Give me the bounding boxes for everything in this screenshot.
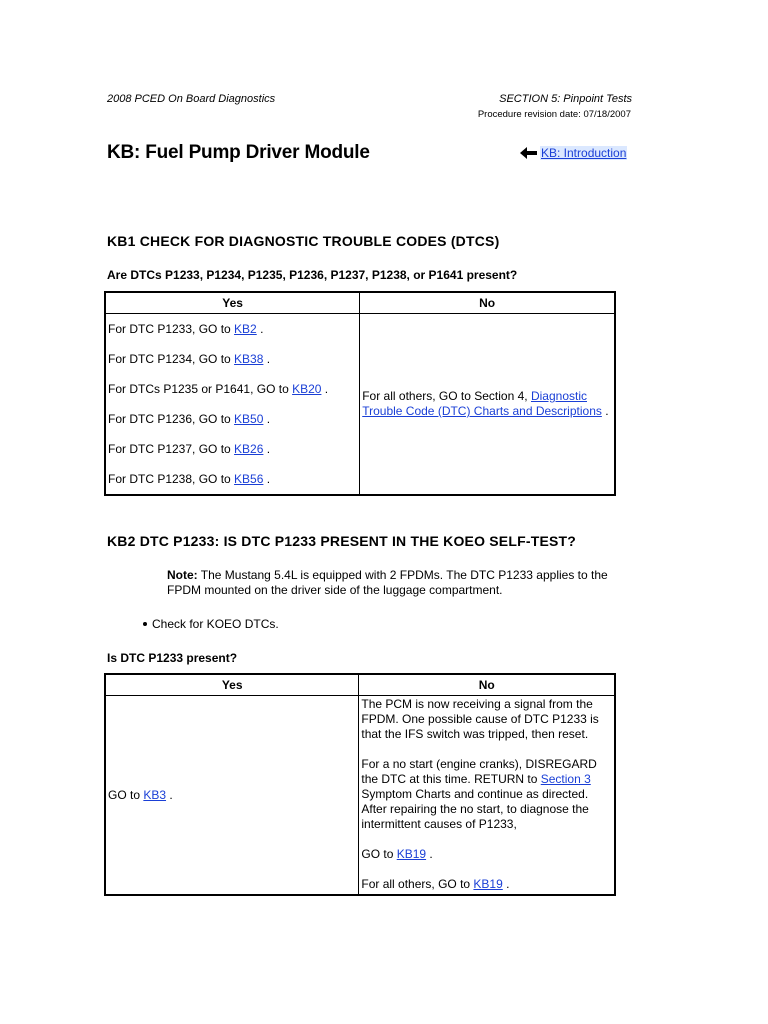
kb-step-link[interactable]: KB50 [234,411,264,426]
page-title: KB: Fuel Pump Driver Module [107,142,370,163]
back-arrow-icon[interactable] [520,146,538,160]
kb1-yes-row: For DTC P1238, GO to KB56 . [108,471,271,486]
kb1-question: Are DTCs P1233, P1234, P1235, P1236, P1237, P1238, or P1641 present? [107,268,518,282]
kb2-no-p4: For all others, GO to KB19 . [361,877,510,891]
kb2-col-no: No [359,674,615,696]
kb-step-link[interactable]: KB26 [234,441,264,456]
kb2-question: Is DTC P1233 present? [107,651,238,665]
intro-nav[interactable] [520,146,627,160]
kb1-yes-row: For DTC P1233, GO to KB2 . [108,321,264,336]
kb19-link[interactable]: KB19 [396,847,427,861]
kb1-yes-row: For DTC P1234, GO to KB38 . [108,351,271,366]
kb2-no-p1: The PCM is now receiving a signal from the FPDM. One possible cause of DTC P1233 is that the IFS switch was tripped, then reset. [361,697,599,741]
kb2-yes-cell: GO to KB3 . [105,696,359,896]
kb2-col-yes: Yes [105,674,359,696]
section3-link[interactable]: Section 3 [540,772,591,786]
kb1-yes-row: For DTCs P1235 or P1641, GO to KB20 . [108,381,329,396]
kb3-link[interactable]: KB3 [143,787,167,802]
kb19-link-2[interactable]: KB19 [473,877,503,891]
kb-step-link[interactable]: KB56 [234,471,264,486]
kb1-no-text: For all others, GO to Section 4, Diagnostic Trouble Code (DTC) Charts and Descriptions . [362,389,609,418]
kb1-table [104,291,616,496]
kb2-bullet-item: Check for KOEO DTCs. [143,617,279,631]
dtc-charts-link[interactable]: Diagnostic Trouble Code (DTC) Charts and Descriptions [362,389,602,418]
kb-step-link[interactable]: KB20 [292,381,322,396]
kb2-no-p2: For a no start (engine cranks), DISREGARD the DTC at this time. RETURN to Section 3 Symptom Charts and continue as directed. After repairing the no start, to diagnose the intermittent causes of P1233, [361,757,597,831]
kb1-yes-cell [105,314,360,496]
kb1-col-yes: Yes [105,292,360,314]
bullet-icon [143,622,147,626]
kb-step-link[interactable]: KB38 [234,351,264,366]
kb2-note: Note: The Mustang 5.4L is equipped with 2 FPDMs. The DTC P1233 applies to the FPDM mounted on the driver side of the luggage compartment. [167,568,608,597]
kb2-table [104,673,616,896]
kb1-no-cell [360,314,615,496]
kb2-no-p3: GO to KB19 . [361,847,433,861]
section-label: SECTION 5: Pinpoint Tests [499,93,632,105]
kb1-col-no: No [360,292,615,314]
kb2-heading: KB2 DTC P1233: IS DTC P1233 PRESENT IN THE KOEO SELF-TEST? [107,533,577,549]
kb1-yes-row: For DTC P1236, GO to KB50 . [108,411,271,426]
revision-date: Procedure revision date: 07/18/2007 [477,109,631,120]
note-label: Note: [167,568,198,582]
intro-link[interactable]: KB: Introduction [541,146,627,160]
kb-step-link[interactable]: KB2 [234,321,257,336]
kb2-no-cell [359,696,615,896]
kb1-yes-row: For DTC P1237, GO to KB26 . [108,441,271,456]
kb1-heading: KB1 CHECK FOR DIAGNOSTIC TROUBLE CODES (DTCS) [107,233,500,249]
document-header-title: 2008 PCED On Board Diagnostics [107,93,276,105]
